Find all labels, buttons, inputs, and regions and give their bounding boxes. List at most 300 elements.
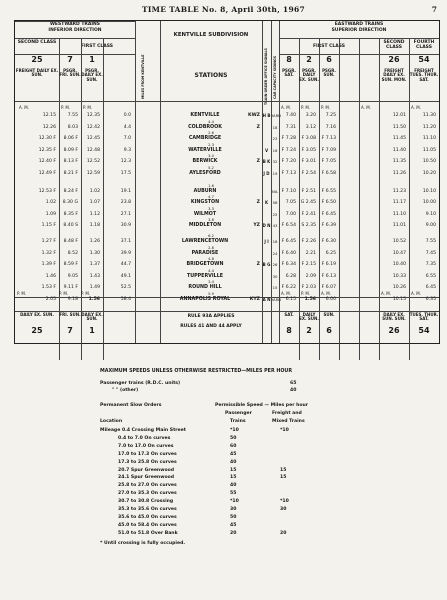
speeds-title: MAXIMUM SPEEDS UNLESS OTHERWISE RESTRICTED—MILES PER HOUR xyxy=(100,369,293,374)
page-title: TIME TABLE No. 8, April 30th, 1967 xyxy=(141,5,305,14)
time-cell: 7.25 xyxy=(325,113,336,118)
distance-cell: 3.8 xyxy=(208,218,214,223)
eastward-subtitle: SUPERIOR DIRECTION xyxy=(331,28,387,33)
time-cell: F 6.58 xyxy=(321,171,336,176)
time-cell: F 6.54 xyxy=(281,223,296,229)
time-cell: F 6.13 xyxy=(321,273,336,279)
time-cell: 12.49 F xyxy=(38,171,56,176)
footer-days: SAT. xyxy=(284,312,294,317)
rules-41-44: RULES 41 AND 44 APPLY xyxy=(180,324,242,329)
time-cell: 12.59 xyxy=(86,171,100,176)
time-cell: F 6.45 xyxy=(281,239,296,244)
signal-cell: V xyxy=(264,147,269,153)
am-pm-label: P. M. xyxy=(59,291,69,296)
time-cell: 12.40 F xyxy=(38,159,56,165)
signal-cell: K xyxy=(264,200,269,206)
freight-speed: 15 xyxy=(280,475,287,481)
signal-cell: D N xyxy=(262,223,271,229)
time-cell: F 2.51 xyxy=(301,188,316,194)
time-cell: 11.30 xyxy=(422,113,436,118)
passenger-speed: 60 xyxy=(230,443,237,449)
speed-text: Permissible Speed — Miles per hour xyxy=(215,403,309,408)
mileage-cell: 52.5 xyxy=(120,285,131,291)
time-cell: F 7.13 xyxy=(321,136,336,142)
time-cell: 1.07 xyxy=(89,200,100,206)
time-cell: F 2.54 xyxy=(301,171,316,176)
station-name: BRIDGETOWN xyxy=(186,262,224,268)
capacity-cell: 15 xyxy=(272,285,278,291)
time-cell: 9.05 xyxy=(67,273,78,279)
distance-cell: 4.4 xyxy=(208,268,214,273)
capacity-cell: YARD xyxy=(271,297,282,302)
time-cell: F 6.50 xyxy=(321,200,336,206)
timetable-grid xyxy=(14,20,440,344)
station-name: KENTVILLE xyxy=(190,113,220,118)
passenger-speed: 50 xyxy=(230,514,237,520)
station-code: Z xyxy=(256,124,260,130)
time-cell: 11.01 xyxy=(392,223,406,229)
time-cell: 7.16 xyxy=(325,124,336,130)
am-pm-label: A. M. xyxy=(19,105,29,110)
grid-vline xyxy=(262,21,263,343)
time-cell: 1.56 xyxy=(88,297,100,302)
time-cell: 11.40 xyxy=(392,147,406,153)
time-cell: 8.03 xyxy=(67,124,78,130)
station-row xyxy=(15,166,439,179)
time-cell: F 7.24 xyxy=(281,147,296,153)
station-name: WATERVILLE xyxy=(188,147,222,153)
time-cell: 6.28 xyxy=(285,273,296,279)
distance-cell: 2.8 xyxy=(208,245,214,250)
slow-order-location: 17.0 to 17.3 On curves xyxy=(118,451,177,457)
time-cell: 8.48 F xyxy=(63,239,78,244)
am-pm-label: A. M. xyxy=(281,291,291,296)
time-cell: F 7.05 xyxy=(321,159,336,165)
time-cell: 11.10 xyxy=(392,211,406,217)
speed-text: Freight and xyxy=(272,411,302,416)
time-cell: 10.52 xyxy=(392,239,406,244)
slow-order-location: 35.6 to 45.0 On curves xyxy=(118,514,177,520)
train-number: 54 xyxy=(418,326,430,335)
time-cell: 12.53 F xyxy=(38,188,56,194)
time-cell: F 3.05 xyxy=(301,147,316,153)
time-cell: 11.26 xyxy=(392,171,406,176)
station-name: TUPPERVILLE xyxy=(186,273,224,279)
station-code: Z xyxy=(256,262,260,268)
time-cell: 1.27 F xyxy=(41,239,56,244)
distance-cell: 5.2 xyxy=(208,166,214,170)
mileage-cell: 58.4 xyxy=(120,297,131,302)
time-cell: F 6.45 xyxy=(321,211,336,217)
eastward-title: EASTWARD TRAINS xyxy=(334,22,384,27)
am-pm-label: P. M. xyxy=(301,105,311,110)
passenger-speed: 40 xyxy=(230,483,237,489)
time-cell: 1.46 xyxy=(45,273,56,279)
speed-text: Mixed Trains xyxy=(272,419,305,424)
freight-speed: 20 xyxy=(280,530,287,536)
time-cell: 10.33 xyxy=(392,273,406,279)
train-number: 7 xyxy=(67,55,73,64)
capacity-cell: YARD xyxy=(271,113,282,118)
time-cell: 7.55 xyxy=(425,239,436,244)
time-cell: 6.35 xyxy=(425,297,436,302)
grid-hline xyxy=(15,101,439,102)
train-number: 8 xyxy=(286,326,292,335)
footer-days: DAILY EX. SUN. xyxy=(20,312,54,317)
time-cell: 6.15 xyxy=(285,297,296,302)
time-cell: F 6.07 xyxy=(321,285,336,291)
train-number: 25 xyxy=(31,55,43,64)
capacity-cell: 58 xyxy=(272,200,278,206)
train-number: 6 xyxy=(326,326,332,335)
time-cell: 12.15 xyxy=(42,113,56,118)
time-cell: 12.30 F xyxy=(38,136,56,142)
time-cell: 3.20 xyxy=(305,113,316,118)
train-description: FREIGHT DAILY EX. SUN. xyxy=(15,68,59,78)
grid-hline xyxy=(279,38,439,39)
time-cell: 2.09 xyxy=(305,273,316,279)
grid-vline xyxy=(299,38,300,360)
station-name: BERWICK xyxy=(192,159,218,165)
time-cell: S 2.35 xyxy=(301,223,316,229)
station-name: LAWRENCETOWN xyxy=(181,239,229,244)
time-cell: 12.45 xyxy=(86,136,100,142)
time-cell: F 6.22 xyxy=(281,285,296,291)
time-cell: 7.35 xyxy=(425,262,436,268)
train-number: 1 xyxy=(89,326,95,335)
time-cell: F 6.19 xyxy=(321,262,336,268)
train-number: 25 xyxy=(31,326,43,335)
time-cell: 1.53 F xyxy=(41,285,56,291)
passenger-speed: 45 xyxy=(230,451,237,457)
time-cell: 10.50 xyxy=(422,159,436,165)
am-pm-label: A. M. xyxy=(361,105,371,110)
am-pm-label: P. M. xyxy=(61,105,71,110)
westward-title: WESTWARD TRAINS xyxy=(49,22,101,27)
slow-order-location: 24.1 Spur Greenwood xyxy=(118,475,175,481)
station-code: KYZ xyxy=(249,297,260,302)
time-cell: 7.31 xyxy=(285,124,296,130)
am-pm-label: A. M. xyxy=(411,291,421,296)
train-number: 54 xyxy=(418,55,430,64)
time-cell: F 6.39 xyxy=(321,223,336,229)
time-cell: 10.47 xyxy=(392,250,406,256)
slow-order-location: 17.3 to 25.8 On curves xyxy=(118,459,177,465)
grid-vline xyxy=(135,21,136,343)
time-cell: 10.10 xyxy=(422,188,436,194)
speed-text: Permanent Slow Orders xyxy=(100,403,162,408)
station-row xyxy=(15,218,439,231)
grid-vline xyxy=(271,21,272,343)
footer-days: DAILY EX. SUN. xyxy=(81,312,103,322)
capacity-cell: 43 xyxy=(272,223,278,229)
time-cell: 1.30 xyxy=(89,250,100,256)
station-name: ANNAPOLIS ROYAL xyxy=(179,297,231,302)
rule-93a: RULE 93A APPLIES xyxy=(187,314,235,319)
time-cell: F 6.34 xyxy=(281,262,296,268)
am-pm-label: P. M. xyxy=(321,105,331,110)
time-cell: 1.49 xyxy=(89,285,100,291)
time-cell: 11.45 xyxy=(392,136,406,142)
time-cell: 3.12 xyxy=(305,124,316,130)
speed-text: Passenger xyxy=(225,411,252,416)
time-cell: F 6.40 xyxy=(281,250,296,256)
distance-cell: 2.3 xyxy=(208,142,214,147)
station-name: AUBURN xyxy=(193,188,217,194)
passenger-speed: 45 xyxy=(230,522,237,528)
west-second-class: SECOND CLASS xyxy=(17,40,57,45)
am-pm-label: A. M. xyxy=(381,291,391,296)
capacity-cell: 19 xyxy=(272,171,278,176)
time-cell: 1.12 xyxy=(89,211,100,217)
signal-cell: J D xyxy=(263,171,270,176)
time-cell: F 7.10 xyxy=(281,188,296,194)
capacity-cell: 32 xyxy=(272,159,278,165)
speed-text: " " (other) xyxy=(112,388,139,393)
time-cell: 1.43 xyxy=(89,273,100,279)
grid-vline xyxy=(103,38,104,360)
time-cell: 11.23 xyxy=(392,188,406,194)
freight-speed: 15 xyxy=(280,467,287,473)
time-cell: 6.25 xyxy=(325,250,336,256)
train-description: PSGR. FRI. SUN. xyxy=(59,68,81,78)
train-order-heading: TRAIN ORDER OFFICE SIGNALS xyxy=(264,48,268,106)
time-cell: 8.59 F xyxy=(63,262,78,268)
time-cell: 12.01 xyxy=(392,113,406,118)
signal-cell: B G xyxy=(262,262,271,268)
mileage-cell: 37.1 xyxy=(120,239,131,244)
subdivision-title: KENTVILLE SUBDIVISION xyxy=(173,32,249,38)
distance-cell: 2.6 xyxy=(208,131,214,136)
time-cell: 12.48 xyxy=(86,147,100,153)
mileage-cell: 19.1 xyxy=(120,188,131,194)
time-cell: 1.37 xyxy=(89,262,100,268)
station-name: AYLESFORD xyxy=(189,171,221,176)
footer-days: DAILY EX. SUN. SUN. xyxy=(382,312,406,322)
grid-hline xyxy=(15,21,135,22)
train-number: 7 xyxy=(67,326,73,335)
mileage-cell: 12.3 xyxy=(120,159,131,165)
time-cell: 1.15 F xyxy=(41,223,56,229)
speed-text: 40 xyxy=(290,388,297,393)
grid-hline xyxy=(15,38,135,39)
slow-order-location: 27.0 to 35.3 On curves xyxy=(118,491,177,497)
slow-order-location: 7.0 to 17.0 On curves xyxy=(118,443,174,449)
time-cell: 8.13 F xyxy=(63,159,78,165)
capacity-cell: 16 xyxy=(272,147,278,153)
am-pm-label: P. M. xyxy=(83,105,93,110)
am-pm-label: P. M. xyxy=(17,291,27,296)
train-number: 6 xyxy=(326,55,332,64)
passenger-speed: 55 xyxy=(230,491,237,497)
station-name: COLDBROOK xyxy=(188,124,222,130)
am-pm-label: A. M. xyxy=(321,291,331,296)
time-cell: 8.06 F xyxy=(63,136,78,142)
time-cell: F 3.01 xyxy=(301,159,316,165)
time-cell: 10.00 xyxy=(422,200,436,206)
capacity-cell: 26 xyxy=(272,262,278,268)
time-cell: 11.10 xyxy=(422,136,436,142)
slow-order-location: 45.0 to 58.4 On curves xyxy=(118,522,177,528)
signal-cell: J I xyxy=(264,239,269,244)
station-name: CAMBRIDGE xyxy=(188,136,222,142)
time-cell: 9.18 xyxy=(67,297,78,302)
time-cell: F 6.55 xyxy=(321,188,336,194)
grid-vline xyxy=(339,38,340,360)
footer-days: FRI. SUN. xyxy=(59,312,81,317)
time-cell: 11.35 xyxy=(392,159,406,165)
time-cell: 1.39 F xyxy=(41,262,56,268)
time-cell: 9.00 xyxy=(425,223,436,229)
time-cell: 9.10 xyxy=(425,211,436,217)
passenger-speed: 20 xyxy=(230,530,237,536)
freight-speed: *10 xyxy=(280,428,289,433)
speed-text: Passenger trains (R.D.C. units) xyxy=(100,381,181,386)
time-cell: G 2.45 xyxy=(300,200,316,206)
grid-vline xyxy=(359,38,360,360)
station-name: KINGSTON xyxy=(190,200,220,206)
footer-days: SUN. xyxy=(323,312,335,317)
station-name: ROUND HILL xyxy=(188,285,222,291)
time-cell: 10.40 xyxy=(392,262,406,268)
station-code: KWZ xyxy=(248,113,260,118)
time-cell: 11.05 xyxy=(422,147,436,153)
time-cell: 9.11 F xyxy=(63,285,78,291)
speed-text: 65 xyxy=(290,381,297,386)
westward-subtitle: INFERIOR DIRECTION xyxy=(48,28,102,33)
am-pm-label: P. M. xyxy=(301,291,311,296)
east-second-class: SECOND CLASS xyxy=(383,40,405,50)
train-number: 2 xyxy=(306,326,312,335)
car-capacity-heading: CAR CAPACITY SIDINGS xyxy=(273,55,277,99)
time-cell: 1.02 xyxy=(89,188,100,194)
time-cell: 8.35 F xyxy=(63,211,78,217)
capacity-cell: 23 xyxy=(272,136,278,142)
mileage-cell: 44.7 xyxy=(120,262,131,268)
time-cell: F 3.08 xyxy=(301,136,316,142)
station-code: YZ xyxy=(253,223,260,229)
distance-cell: 6.2 xyxy=(208,234,214,238)
time-cell: F 2.26 xyxy=(301,239,316,244)
signal-cell: B K xyxy=(262,159,271,165)
time-cell: 1.18 xyxy=(89,223,100,229)
capacity-cell: 25 xyxy=(272,211,278,217)
train-description: PSGR. DAILY EX. SUN. xyxy=(81,68,103,82)
time-cell: F 2.41 xyxy=(301,211,316,217)
time-cell: 7.55 xyxy=(67,113,78,118)
distance-cell: 4.8 xyxy=(208,257,214,262)
distance-cell: 3.4 xyxy=(208,280,214,285)
passenger-speed: 15 xyxy=(230,475,237,481)
am-pm-label: A. M. xyxy=(281,105,291,110)
time-cell: 12.35 F xyxy=(38,147,56,153)
passenger-speed: 40 xyxy=(230,459,237,465)
stations-heading: STATIONS xyxy=(194,72,228,79)
slow-order-location: 20.7 Spur Greenwood xyxy=(118,467,175,473)
signal-cell: A N xyxy=(262,297,271,302)
mileage-cell: 17.5 xyxy=(120,171,131,176)
mileage-cell: 7.0 xyxy=(123,136,131,142)
time-cell: 10.20 xyxy=(422,171,436,176)
passenger-speed: 15 xyxy=(230,467,237,473)
passenger-speed: *10 xyxy=(230,499,239,505)
time-cell: 8.21 F xyxy=(63,171,78,176)
time-cell: 12.52 xyxy=(86,159,100,165)
mileage-cell: 30.9 xyxy=(120,223,131,229)
distance-cell: 4.7 xyxy=(208,195,214,200)
slow-order-location: 35.3 to 35.6 On curves xyxy=(118,507,177,512)
signal-cell: H B xyxy=(262,113,271,118)
distance-cell: 3.0 xyxy=(208,154,214,159)
east-first-class: FIRST CLASS xyxy=(312,44,346,49)
time-cell: 2.05 xyxy=(45,297,56,302)
grid-vline xyxy=(319,38,320,360)
slow-order-location: 30.7 to 30.8 Crossing xyxy=(118,499,174,505)
station-code: Z xyxy=(256,200,260,206)
time-cell: 10.26 xyxy=(392,285,406,291)
slow-order-location: 25.8 to 27.0 On curves xyxy=(118,483,177,489)
train-description: PSGR. SAT. xyxy=(282,68,296,78)
slow-order-location: 0.4 to 7.0 On curves xyxy=(118,435,171,441)
time-cell: 2.21 xyxy=(305,250,316,256)
train-number: 26 xyxy=(388,55,400,64)
mileage-cell: 0.0 xyxy=(123,113,131,118)
time-cell: F 7.20 xyxy=(281,159,296,165)
time-cell: 6.45 xyxy=(425,285,436,291)
time-cell: 12.35 xyxy=(86,113,100,118)
station-name: MIDDLETON xyxy=(188,223,222,229)
time-cell: 7.40 xyxy=(285,113,296,118)
passenger-speed: *10 xyxy=(230,428,239,433)
mileage-cell: 23.8 xyxy=(120,200,131,206)
train-description: FREIGHT DAILY EX. SUN. MON. xyxy=(381,68,407,82)
time-cell: F 2.03 xyxy=(301,285,316,291)
time-cell: 8.24 F xyxy=(63,188,78,194)
east-fourth-class: FOURTH CLASS xyxy=(413,40,435,50)
station-name: WILMOT xyxy=(193,211,217,217)
time-cell: 6.55 xyxy=(425,273,436,279)
miles-from-heading: MILES FROM KENTVILLE xyxy=(141,54,145,100)
freight-speed: *10 xyxy=(280,499,289,505)
time-cell: 1.26 xyxy=(89,239,100,244)
time-cell: 1.02 xyxy=(45,200,56,206)
time-cell: 8.09 F xyxy=(63,147,78,153)
distance-cell: 5.9 xyxy=(208,292,214,296)
time-cell: F 2.15 xyxy=(301,262,316,268)
west-first-class: FIRST CLASS xyxy=(80,44,114,49)
capacity-cell: 30 xyxy=(272,273,278,279)
time-cell: 1.56 xyxy=(304,297,316,302)
train-number: 1 xyxy=(89,55,95,64)
time-cell: 1.32 F xyxy=(41,250,56,256)
distance-cell: 1.6 xyxy=(208,183,214,188)
passenger-speed: 30 xyxy=(230,507,237,512)
time-cell: 7.45 xyxy=(425,250,436,256)
time-cell: 11.50 xyxy=(392,124,406,130)
freight-speed: 30 xyxy=(280,507,287,512)
page-number: 7 xyxy=(431,5,437,14)
distance-cell: 3.3 xyxy=(208,206,214,211)
time-cell: 1.09 xyxy=(45,211,56,217)
time-cell: 7.05 xyxy=(285,200,296,206)
time-cell: 8.40 S xyxy=(63,223,78,229)
slow-order-location: 51.0 to 51.8 Over Bank xyxy=(118,530,178,536)
grid-hline xyxy=(279,54,439,55)
am-pm-label: A. M. xyxy=(411,105,421,110)
train-description: PSGR. DAILY EX. SUN. xyxy=(299,68,319,82)
mileage-cell: 4.4 xyxy=(123,124,131,130)
time-cell: 11.20 xyxy=(422,124,436,130)
